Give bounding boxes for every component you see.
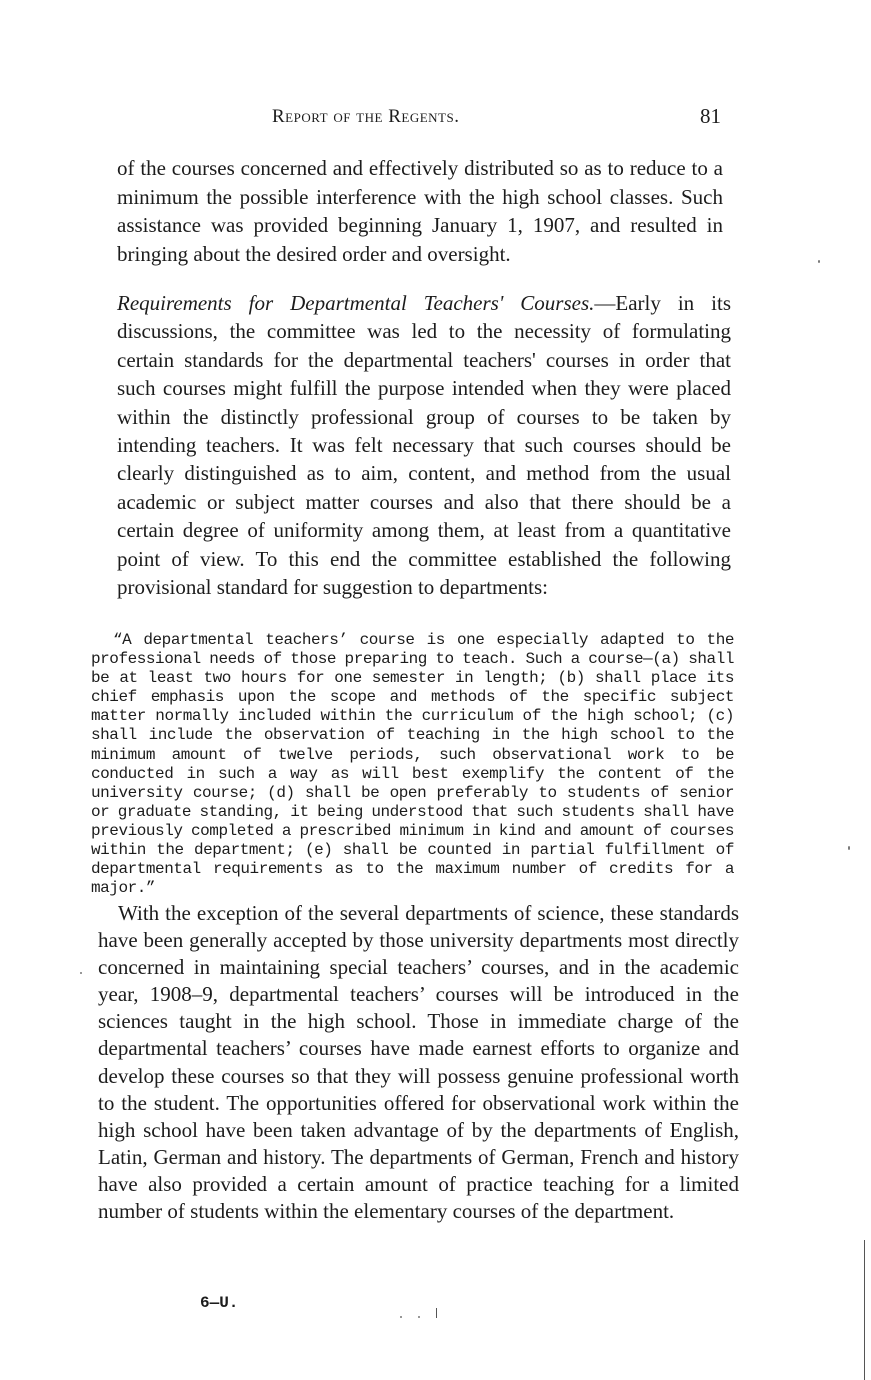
signature-mark: 6—U. [200, 1294, 239, 1312]
paragraph-acceptance: With the exception of the several departments of science, these standards have been generally accepted by those university departments most directly concerned in maintaining special teachers’ courses, and in the academic year, 1908–9, departmental teachers’ courses will be introduced in the sciences taught in the high school. Those in immediate charge of the departmental teachers’ courses have made earnest efforts to organize and develop these courses so that they will possess genuine professional worth to the student. The opportunities offered for observational work within the high school have been taken advantage of by the departments of English, Latin, German and history. The departments of German, French and history have also provided a certain amount of practice teaching for a limited number of students within the elementary courses of the department. [98, 901, 739, 1224]
scan-speck [80, 972, 82, 974]
scan-mark [436, 1308, 437, 1318]
scan-speck [818, 260, 820, 263]
paragraph-requirements-text: —Early in its discussions, the committee was led to the necessity of formulating certain standards for the departmental teachers' courses in order that such courses might fulfill the purpose intended when they were placed within the distinctly professional group of courses to be taken by intending teachers. It was felt necessary that such courses should be clearly distinguished as to aim, content, and method from the usual academic or subject matter courses and also that there should be a certain degree of uniformity among them, at least from a quantitative point of view. To this end the committee established the following provisional standard for suggestion to departments: [117, 291, 731, 600]
block-quote-standard: “A departmental teachers’ course is one especially adapted to the professional needs of those preparing to teach. Such a course—(a) shall be at least two hours for one semester in length; (b) shall place its chief emphasis upon the scope and methods of the specific subject matter normally included within the curriculum of the high school; (c) shall include the observation of teaching in the high school to the minimum amount of twelve periods, such observational work to be conducted in such a way as will best exemplify the content of the university course; (d) shall be open preferably to students of senior or graduate standing, it being understood that such students shall have previously completed a prescribed minimum in kind and amount of courses within the department; (e) shall be counted in partial fulfillment of departmental requirements as to the maximum number of credits for a major.” [91, 631, 734, 898]
section-lead-in: Requirements for Departmental Teachers' Courses. [117, 291, 595, 315]
running-title: Report of the Regents. [272, 106, 460, 127]
paragraph-continued: of the courses concerned and effectively distributed so as to reduce to a minimum the possible interference with the high school classes. Such assistance was provided beginning January 1, 1907, and resulted in bringing about the desired order and oversight. [117, 156, 723, 266]
page-number: 81 [700, 104, 721, 128]
paragraph-requirements [117, 289, 731, 601]
scan-speck [418, 1316, 420, 1318]
scan-speck [400, 1316, 402, 1318]
page-edge-mark [864, 1240, 865, 1380]
scan-speck [848, 846, 850, 850]
